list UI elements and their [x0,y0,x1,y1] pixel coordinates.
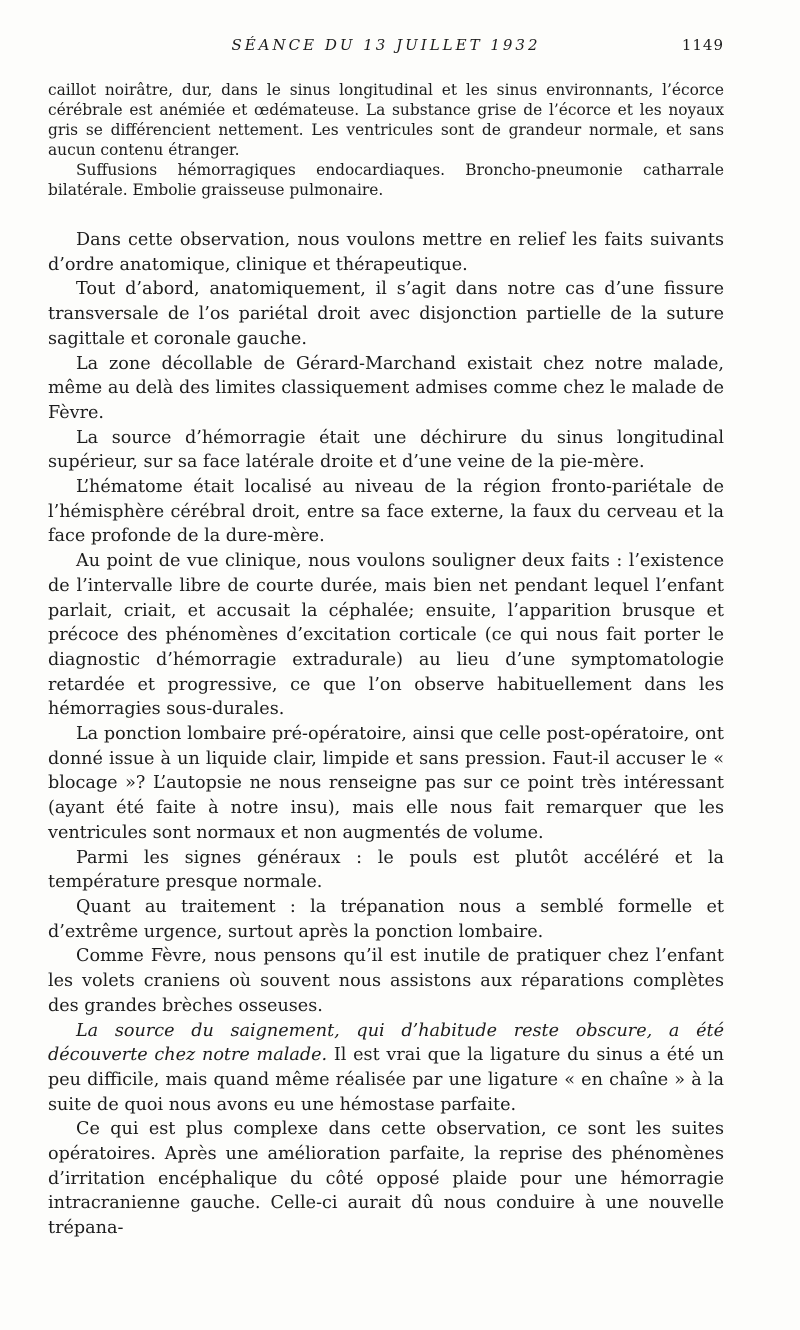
body-paragraph: Comme Fèvre, nous pensons qu’il est inutile de pratiquer chez l’enfant les volets craniens où souvent nous assistons aux réparations complètes des grandes brèches osseuses. [48,946,724,1016]
body-paragraph: Au point de vue clinique, nous voulons souligner deux faits : l’existence de l’intervalle libre de courte durée, mais bien net pendant lequel l’enfant parlait, criait, et accusait la céphalée; ensuite, l’apparition brusque et précoce des phénomènes d’excitation corticale (ce qui nous fait porter le diagnostic d’hémorragie extradurale) au lieu d’une symptomatologie retardée et progressive, ce que l’on observe habituellement dans les hémorragies sous-durales. [48,551,724,720]
running-header [48,36,724,54]
body-paragraph: La ponction lombaire pré-opératoire, ainsi que celle post-opératoire, ont donné issue à un liquide clair, limpide et sans pression. Faut-il accuser le « blocage »? L’autopsie ne nous renseigne pas sur ce point très intéressant (ayant été faite à notre insu), mais elle nous fait remarquer que les ventricules sont normaux et non augmentés de volume. [48,724,724,843]
body-paragraph: Tout d’abord, anatomiquement, il s’agit dans notre cas d’une fissure transversale de l’os pariétal droit avec disjonction partielle de la suture sagittale et coronale gauche. [48,279,724,349]
body-paragraph: La zone décollable de Gérard-Marchand existait chez notre malade, même au delà des limites classiquement admises comme chez le malade de Fèvre. [48,353,724,423]
running-title: SÉANCE DU 13 JUILLET 1932 [231,36,541,54]
body-paragraph-italic [48,1019,724,1118]
body-paragraph: Parmi les signes généraux : le pouls est plutôt accéléré et la température presque normale. [48,847,724,893]
autopsy-paragraph: caillot noirâtre, dur, dans le sinus longitudinal et les sinus environnants, l’écorce cérébrale est anémiée et œdémateuse. La substance grise de l’écorce et les noyaux gris se différencient nettement. Les ventricules sont de grandeur normale, et sans aucun contenu étranger. [48,81,724,159]
body-paragraph: Quant au traitement : la trépanation nous a semblé formelle et d’extrême urgence, surtout après la ponction lombaire. [48,896,724,942]
body-paragraph: Ce qui est plus complexe dans cette observation, ce sont les suites opératoires. Après une amélioration parfaite, la reprise des phénomènes d’irritation encéphalique du côté opposé plaide pour une hémorragie intracranienne gauche. Celle-ci aurait dû nous conduire à une nouvelle trépana- [48,1119,724,1239]
body-paragraph: Dans cette observation, nous voulons mettre en relief les faits suivants d’ordre anatomique, clinique et thérapeutique. [48,230,724,275]
autopsy-findings [48,80,724,200]
body-paragraph: L’hématome était localisé au niveau de la région fronto-pariétale de l’hémisphère cérébral droit, entre sa face externe, la faux du cerveau et la face profonde de la dure-mère. [48,477,724,547]
page-number: 1149 [681,36,724,54]
paragraph-continuation: Il est vrai que la ligature du sinus a été un peu difficile, mais quand même réalisée par une ligature « en chaîne » à la suite de quoi nous avons eu une hémostase parfaite. [48,1045,724,1115]
body-paragraph: La source d’hémorragie était une déchirure du sinus longitudinal supérieur, sur sa face latérale droite et d’une veine de la pie-mère. [48,427,724,473]
italic-emphasis: La source du saignement, qui d’habitude reste obscure, a été découverte chez notre malade. [48,1020,724,1066]
discussion-text [48,228,724,1241]
autopsy-paragraph: Suffusions hémorragiques endocardiaques. Broncho-pneumonie catharrale bilatérale. Embolie graisseuse pulmonaire. [48,161,724,199]
